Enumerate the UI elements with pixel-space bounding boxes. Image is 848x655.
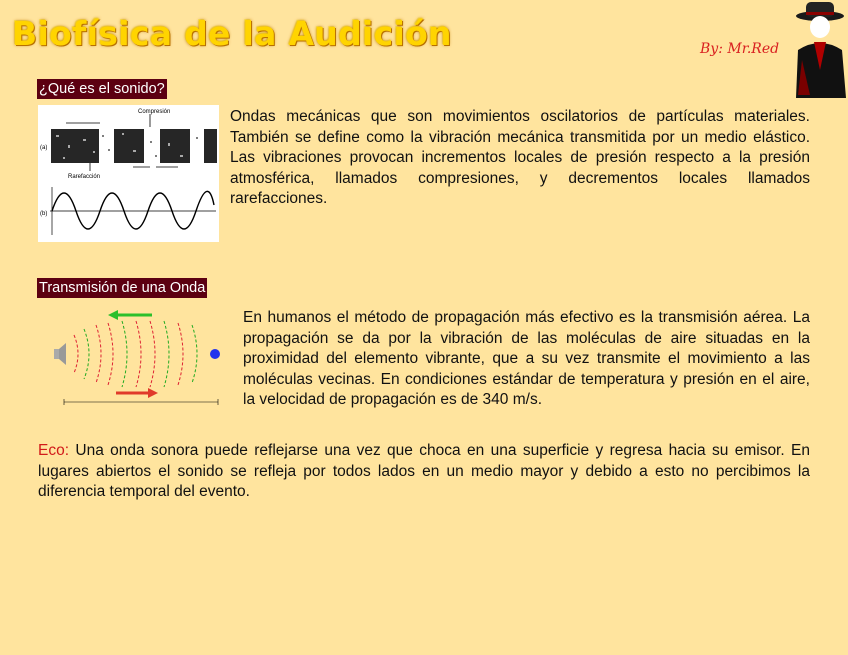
section2-paragraph: En humanos el método de propagación más efectivo es la transmisión aérea. La propagación se da por la vibración de las moléculas de aire situadas en la proximidad del elemento vibrante, que a su vez transmite el movimiento a las moléculas vecinas. En condiciones estándar de temperatura y presión en el aire, la velocidad de propagación es de 340 m/s. — [243, 309, 810, 408]
author-byline: By: Mr.Red — [700, 41, 780, 57]
compression-wave-figure — [38, 105, 219, 242]
section-label-transmision-onda: Transmisión de una Onda — [39, 280, 206, 296]
mr-red-avatar — [788, 0, 848, 98]
eco-paragraph — [38, 441, 810, 503]
label-a: (a) — [40, 145, 48, 151]
label-b: (b) — [40, 211, 48, 217]
label-compresion: Compresión — [138, 109, 171, 115]
eco-term: Eco: — [38, 442, 70, 459]
label-rarefaccion: Rarefacción — [68, 174, 101, 180]
eco-text: Una onda sonora puede reflejarse una vez que choca en una superficie y regresa hacia su emisor. En lugares abiertos el sonido se refleja por todos lados en un medio mayor y debido a esto no percibimos la diferencia temporal del evento. — [38, 442, 810, 500]
section-label-que-es-sonido: ¿Qué es el sonido? — [39, 81, 165, 97]
section1-paragraph: Ondas mecánicas que son movimientos oscilatorios de partículas materiales. También se define como la vibración mecánica transmitida por un medio elástico. Las vibraciones provocan incrementos locales de presión respecto a la presión atmosférica, llamados compresiones, y decrementos locales llamados rarefacciones. — [230, 108, 810, 207]
wave-transmission-figure — [38, 305, 233, 410]
page-title: Biofísica de la Audición — [12, 14, 452, 53]
